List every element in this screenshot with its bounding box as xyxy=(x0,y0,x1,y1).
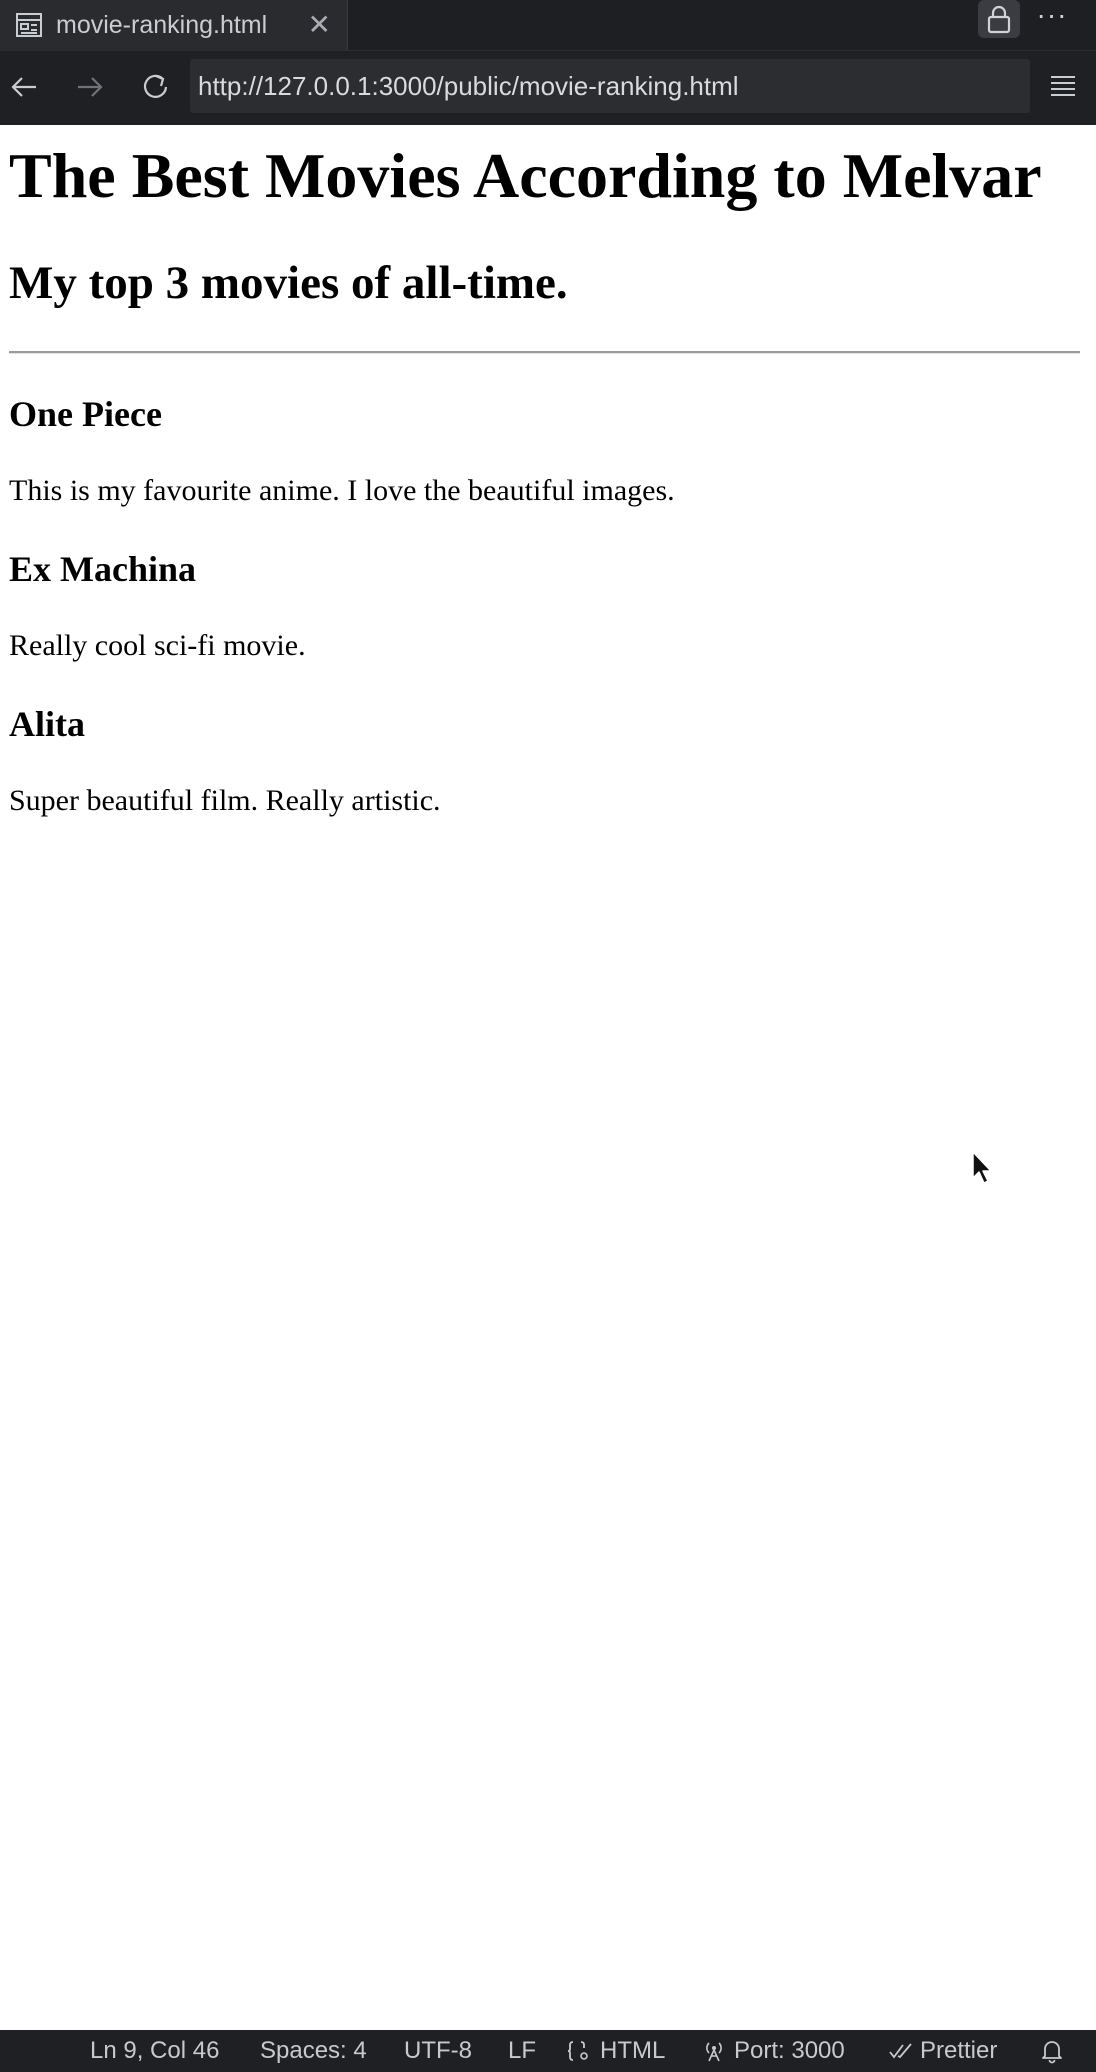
line-ending-setting[interactable]: LF xyxy=(508,2037,537,2064)
braces-icon xyxy=(566,2039,590,2063)
port-indicator[interactable] xyxy=(702,2030,845,2072)
language-mode[interactable] xyxy=(566,2030,665,2072)
arrow-right-icon[interactable] xyxy=(70,67,110,107)
reload-icon[interactable] xyxy=(136,67,176,107)
encoding-setting[interactable]: UTF-8 xyxy=(404,2037,472,2064)
formatter-label: Prettier xyxy=(920,2037,998,2064)
movie-title-one-piece: One Piece xyxy=(9,394,162,434)
browser-nav-bar xyxy=(0,51,1096,125)
tab-movie-ranking[interactable] xyxy=(0,0,348,50)
indentation-setting[interactable]: Spaces: 4 xyxy=(260,2037,367,2064)
port-label: Port: 3000 xyxy=(734,2037,845,2064)
tab-label: movie-ranking.html xyxy=(56,10,268,39)
movie-description-one-piece: This is my favourite anime. I love the beautiful images. xyxy=(9,474,675,507)
more-actions-button[interactable]: ··· xyxy=(1036,0,1068,30)
page-subtitle: My top 3 movies of all-time. xyxy=(9,257,568,309)
menu-icon[interactable] xyxy=(1046,69,1080,103)
bell-icon[interactable] xyxy=(1040,2030,1064,2072)
close-icon[interactable]: ✕ xyxy=(307,9,331,40)
formatter-status[interactable] xyxy=(888,2030,997,2072)
movie-description-alita: Super beautiful film. Really artistic. xyxy=(9,784,441,817)
language-label: HTML xyxy=(600,2037,666,2064)
mouse-pointer-icon xyxy=(971,1150,997,1186)
editor-tab-bar xyxy=(0,0,1096,51)
cursor-position[interactable]: Ln 9, Col 46 xyxy=(90,2037,220,2064)
lock-icon[interactable] xyxy=(978,0,1020,38)
status-bar xyxy=(0,2030,1096,2072)
divider xyxy=(9,351,1080,354)
movie-title-alita: Alita xyxy=(9,704,85,744)
broadcast-icon xyxy=(702,2039,726,2063)
preview-icon xyxy=(14,10,44,40)
movie-title-ex-machina: Ex Machina xyxy=(9,549,197,589)
movie-description-ex-machina: Really cool sci-fi movie. xyxy=(9,629,306,662)
double-check-icon xyxy=(888,2040,914,2062)
url-input[interactable]: http://127.0.0.1:3000/public/movie-ranking.html xyxy=(190,59,1030,113)
page-title: The Best Movies According to Melvar xyxy=(9,140,1042,211)
page-content xyxy=(0,125,1096,2030)
arrow-left-icon[interactable] xyxy=(4,67,44,107)
